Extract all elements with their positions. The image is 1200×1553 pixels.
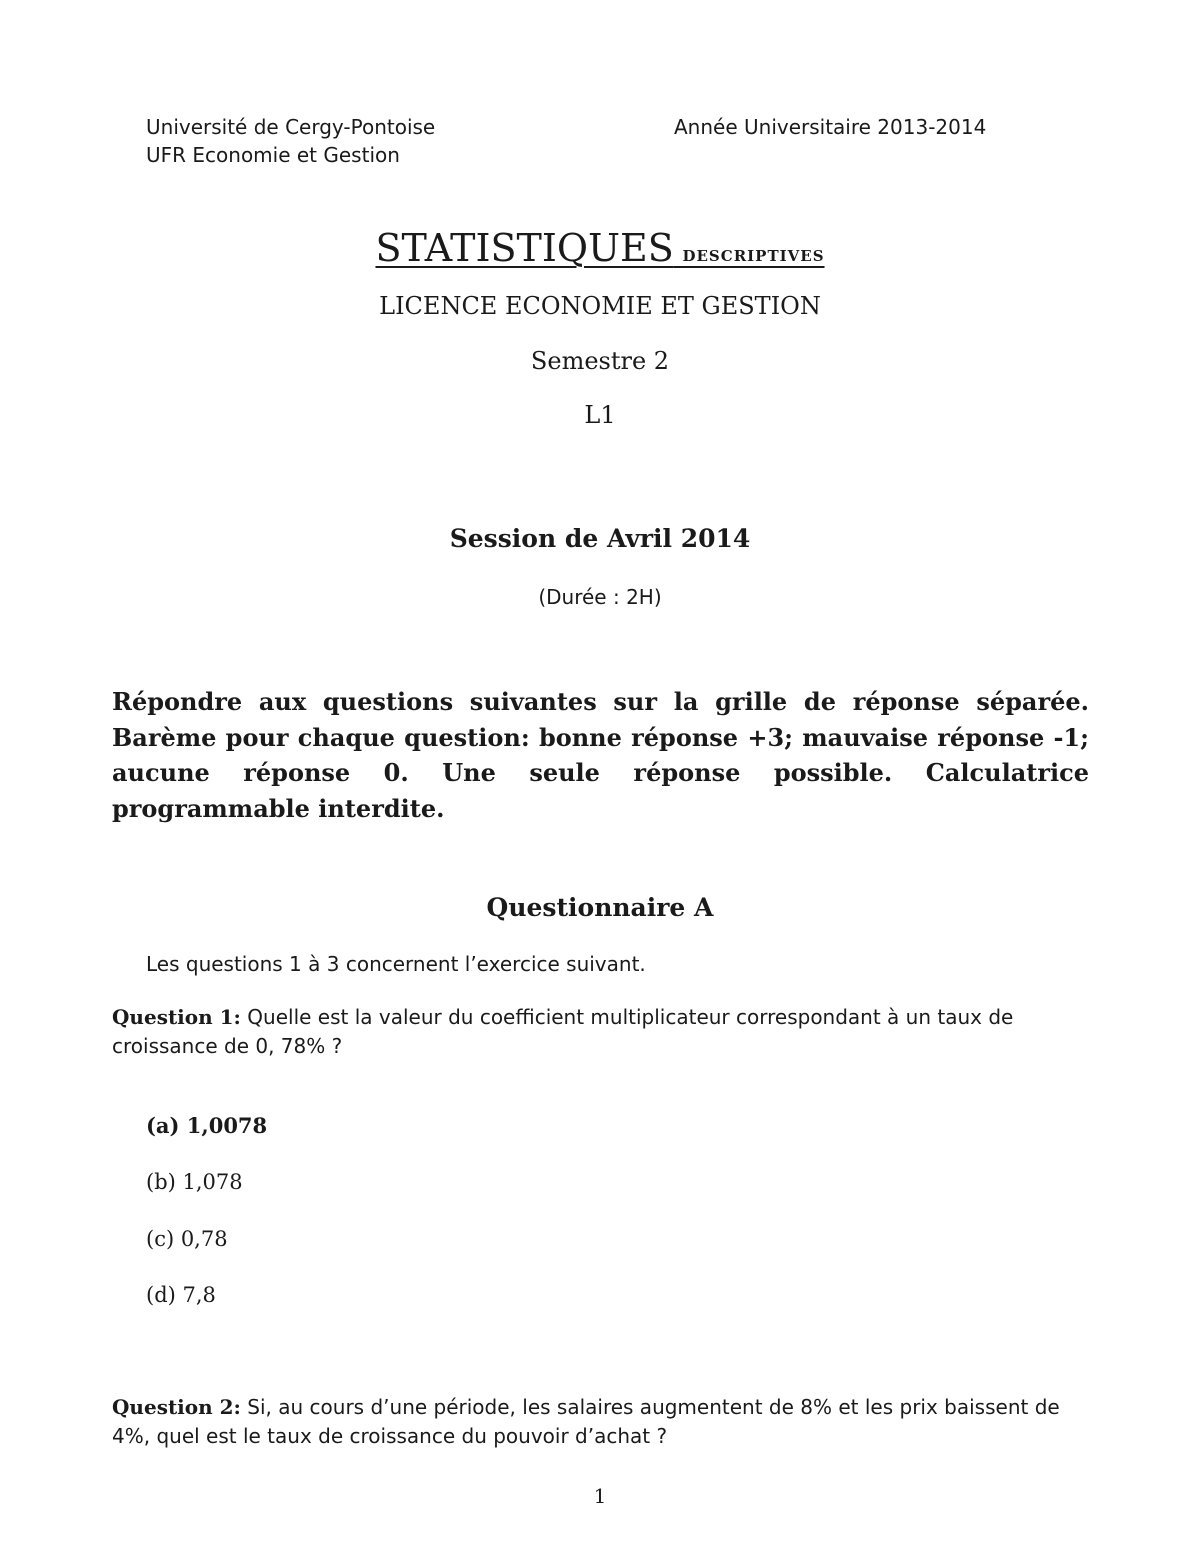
questionnaire-title: Questionnaire A: [486, 893, 714, 922]
question-1-label: Question 1:: [112, 1005, 241, 1029]
question-1-option-c: (c) 0,78: [146, 1227, 228, 1251]
session-title: Session de Avril 2014: [449, 524, 751, 553]
question-1-option-b: (b) 1,078: [146, 1170, 243, 1194]
semester: Semestre 2: [530, 347, 670, 375]
question-2-label: Question 2:: [112, 1395, 241, 1419]
level: L1: [584, 401, 616, 429]
title-main: STATISTIQUES: [375, 226, 674, 270]
exercise-intro: Les questions 1 à 3 concernent l’exercice suivant.: [146, 952, 646, 976]
question-1-option-d: (d) 7,8: [146, 1283, 216, 1307]
academic-year: Année Universitaire 2013-2014: [674, 115, 987, 139]
question-2-text: Si, au cours d’une période, les salaires augmentent de 8% et les prix baissent de 4%, quel est le taux de croissance du pouvoir d’achat ?: [112, 1395, 1060, 1448]
program-name: LICENCE ECONOMIE ET GESTION: [379, 292, 821, 320]
title-sub: descriptives: [682, 241, 825, 267]
question-1-option-a: (a) 1,0078: [146, 1113, 268, 1138]
page-number: 1: [593, 1484, 607, 1508]
exam-duration: (Durée : 2H): [538, 585, 662, 609]
university-name: Université de Cergy-Pontoise: [146, 115, 436, 139]
exam-instructions: Répondre aux questions suivantes sur la grille de réponse séparée. Barème pour chaque question: bonne réponse +3; mauvaise réponse -1; aucune réponse 0. Une seule réponse possible. Calculatrice programmable interdite.: [112, 687, 1089, 823]
document-title: [0, 226, 1200, 270]
question-1: [112, 1003, 1062, 1061]
ufr-name: UFR Economie et Gestion: [146, 143, 400, 167]
question-2: [112, 1393, 1062, 1451]
question-1-text: Quelle est la valeur du coefficient multiplicateur correspondant à un taux de croissance de 0, 78% ?: [112, 1005, 1014, 1058]
